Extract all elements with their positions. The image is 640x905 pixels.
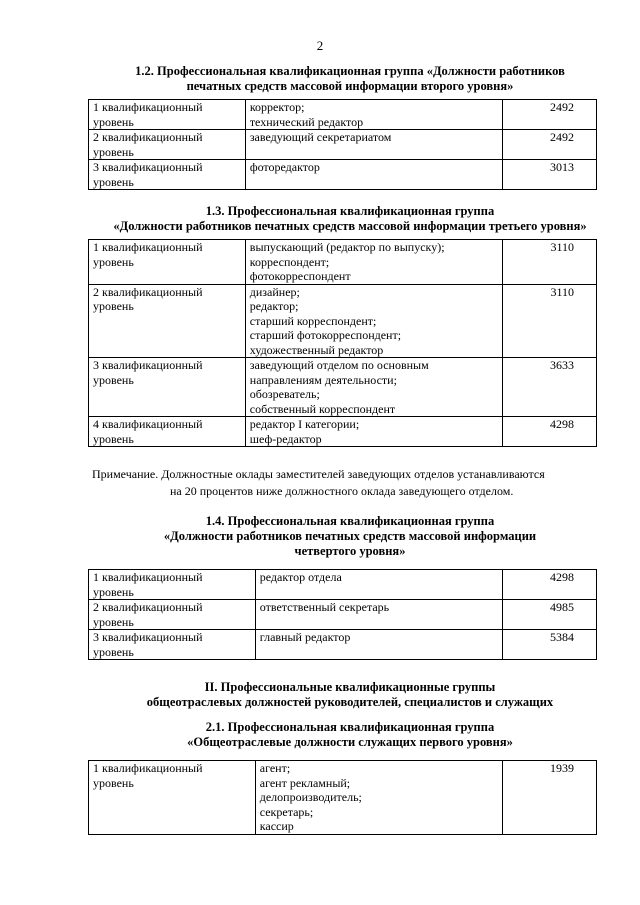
heading-line: 2.1. Профессиональная квалификационная группа (205, 720, 495, 734)
position-line: секретарь; (259, 804, 314, 819)
salary-cell: 3013 (503, 160, 597, 190)
note-line-1: Примечание. Должностные оклады заместителей заведующих отделов устанавливаются (92, 467, 545, 481)
salary-cell: 5384 (503, 630, 597, 660)
qualification-level-text: уровень (93, 254, 134, 269)
salary-cell: 1939 (503, 761, 597, 835)
page-number: 2 (316, 38, 324, 53)
salary-cell: 3633 (503, 358, 597, 417)
note-line-2: на 20 процентов ниже должностного оклада заведующего отделом. (170, 484, 514, 498)
position-line: направлениям деятельности; (249, 372, 397, 387)
table-1-4 (88, 569, 597, 660)
position-line: редактор отдела (259, 570, 342, 584)
salary-cell: 4298 (503, 570, 597, 600)
heading-line: «Общеотраслевые должности служащих первого уровня» (187, 735, 513, 749)
table-2-1 (88, 760, 597, 835)
qualification-level-text: уровень (93, 644, 134, 659)
qualification-level-text: 1 квалификационный (93, 570, 203, 584)
position-line: кассир (259, 819, 294, 833)
salary-cell: 3110 (503, 240, 597, 285)
position-line: шеф-редактор (249, 431, 322, 446)
positions-cell (245, 160, 502, 190)
heading-line: 1.2. Профессиональная квалификационная группа «Должности работников (135, 64, 565, 78)
table-row (89, 417, 597, 447)
section-2-heading (80, 680, 620, 710)
heading-line: четвертого уровня» (294, 544, 406, 558)
heading-line: «Должности работников печатных средств массовой информации (163, 529, 537, 543)
qualification-level-cell (89, 100, 246, 130)
salary-cell: 4985 (503, 600, 597, 630)
qualification-level-text: 3 квалификационный (93, 630, 203, 644)
heading-line: «Должности работников печатных средств массовой информации третьего уровня» (113, 219, 587, 233)
qualification-level-cell (89, 284, 246, 358)
qualification-level-text: уровень (93, 144, 134, 159)
positions-cell (245, 417, 502, 447)
table-row (89, 130, 597, 160)
position-line: собственный корреспондент (249, 401, 396, 416)
position-line: ответственный секретарь (259, 600, 390, 614)
position-line: технический редактор (249, 114, 364, 129)
qualification-level-text: 1 квалификационный (93, 761, 203, 775)
position-line: агент рекламный; (259, 775, 351, 790)
qualification-level-cell (89, 761, 256, 835)
qualification-level-cell (89, 358, 246, 417)
salary-cell: 2492 (503, 100, 597, 130)
positions-cell (255, 570, 502, 600)
positions-cell (255, 600, 502, 630)
positions-cell (245, 284, 502, 358)
heading-line: печатных средств массовой информации второго уровня» (186, 79, 514, 93)
qualification-level-text: 2 квалификационный (93, 600, 203, 614)
heading-line: II. Профессиональные квалификационные группы (204, 680, 496, 694)
qualification-level-cell (89, 160, 246, 190)
table-1-3 (88, 239, 597, 447)
position-line: старший фотокорреспондент; (249, 328, 402, 342)
position-line: делопроизводитель; (259, 790, 362, 804)
position-line: обозреватель; (249, 387, 320, 401)
qualification-level-text: 3 квалификационный (93, 358, 203, 372)
qualification-level-cell (89, 600, 256, 630)
table-row (89, 570, 597, 600)
position-line: агент; (259, 761, 291, 775)
qualification-level-text: 2 квалификационный (93, 284, 203, 299)
positions-cell (245, 358, 502, 417)
section-2-1-heading (80, 720, 620, 750)
qualification-level-text: уровень (93, 372, 134, 387)
qualification-level-text: уровень (93, 114, 134, 129)
qualification-level-cell (89, 240, 246, 285)
position-line: фотокорреспондент (249, 269, 351, 283)
qualification-level-text: уровень (93, 431, 134, 446)
section-1-2-heading (80, 64, 620, 94)
qualification-level-text: уровень (93, 775, 134, 790)
positions-cell (255, 761, 502, 835)
salary-cell: 4298 (503, 417, 597, 447)
table-row (89, 100, 597, 130)
position-line: заведующий секретариатом (249, 130, 392, 144)
salary-cell: 3110 (503, 284, 597, 358)
position-line: дизайнер; (249, 284, 300, 299)
table-row (89, 358, 597, 417)
table-row (89, 600, 597, 630)
table-1-2 (88, 99, 597, 190)
positions-cell (245, 240, 502, 285)
qualification-level-cell (89, 630, 256, 660)
positions-cell (245, 130, 502, 160)
position-line: корреспондент; (249, 254, 330, 269)
section-1-4-heading (80, 514, 620, 559)
table-row (89, 160, 597, 190)
heading-line: 1.4. Профессиональная квалификационная группа (205, 514, 495, 528)
qualification-level-cell (89, 417, 246, 447)
position-line: художественный редактор (249, 342, 384, 357)
heading-line: общеотраслевых должностей руководителей, специалистов и служащих (146, 695, 554, 709)
table-row (89, 240, 597, 285)
qualification-level-text: уровень (93, 584, 134, 599)
position-line: фоторедактор (249, 160, 320, 174)
qualification-level-text: 1 квалификационный (93, 100, 203, 114)
qualification-level-text: уровень (93, 299, 134, 313)
position-line: редактор; (249, 299, 299, 313)
section-1-3-heading (80, 204, 620, 234)
table-row (89, 630, 597, 660)
table-row (89, 761, 597, 835)
heading-line: 1.3. Профессиональная квалификационная группа (205, 204, 495, 218)
position-line: главный редактор (259, 630, 351, 644)
qualification-level-text: 2 квалификационный (93, 130, 203, 144)
positions-cell (245, 100, 502, 130)
qualification-level-text: уровень (93, 174, 134, 189)
qualification-level-cell (89, 570, 256, 600)
positions-cell (255, 630, 502, 660)
qualification-level-text: 1 квалификационный (93, 240, 203, 254)
position-line: заведующий отделом по основным (249, 358, 429, 372)
position-line: редактор I категории; (249, 417, 360, 431)
qualification-level-text: 3 квалификационный (93, 160, 203, 174)
position-line: старший корреспондент; (249, 313, 377, 328)
salary-cell: 2492 (503, 130, 597, 160)
table-row (89, 284, 597, 358)
note (92, 466, 612, 500)
position-line: выпускающий (редактор по выпуску); (249, 240, 445, 254)
position-line: корректор; (249, 100, 305, 114)
qualification-level-text: 4 квалификационный (93, 417, 203, 431)
qualification-level-cell (89, 130, 246, 160)
qualification-level-text: уровень (93, 614, 134, 629)
